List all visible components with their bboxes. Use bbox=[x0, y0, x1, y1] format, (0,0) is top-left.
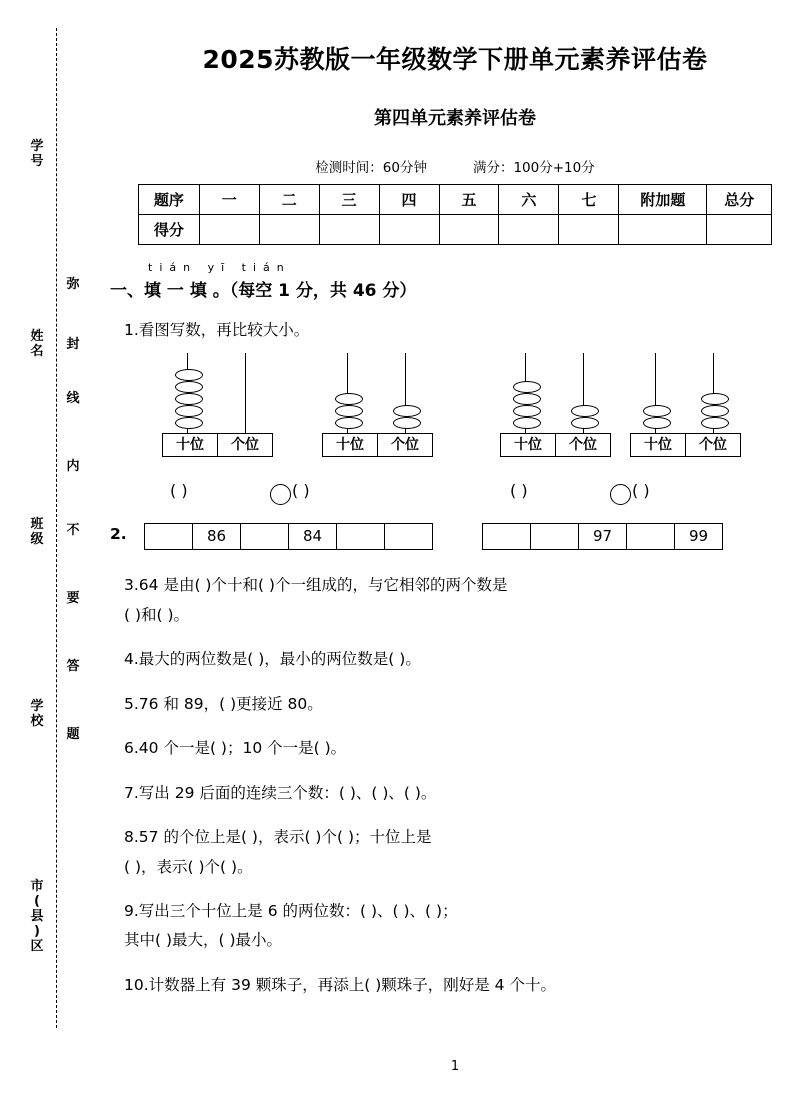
score-cell-total[interactable] bbox=[707, 215, 772, 245]
seal-text-xuehao: 学 号 bbox=[30, 139, 44, 169]
bead bbox=[175, 393, 203, 405]
question-3-line-1: 3.64 是由( )个十和( )个一组成的，与它相邻的两个数是 bbox=[124, 576, 508, 595]
seal-text-yao: 要 bbox=[66, 591, 80, 606]
abacus-2-rods bbox=[318, 351, 436, 433]
score-cell-6[interactable] bbox=[499, 215, 559, 245]
abacus-4-place-labels bbox=[630, 433, 741, 457]
bead bbox=[513, 405, 541, 417]
seal-text-da: 答 bbox=[66, 659, 80, 674]
ones-label: 个位 bbox=[685, 434, 740, 456]
bead bbox=[175, 381, 203, 393]
question-8-line-1: 8.57 的个位上是( )，表示( )个( )；十位上是 bbox=[124, 828, 432, 847]
score-cell-5[interactable] bbox=[439, 215, 499, 245]
score-table bbox=[138, 184, 772, 245]
ones-label: 个位 bbox=[377, 434, 432, 456]
seal-text-xingming: 姓 名 bbox=[30, 329, 44, 359]
exam-page bbox=[110, 0, 800, 1096]
bead bbox=[643, 405, 671, 417]
strip1-cell-5[interactable] bbox=[336, 524, 384, 549]
seal-text-mi: 弥 bbox=[66, 277, 80, 292]
abacus-2 bbox=[318, 351, 436, 481]
full-score: 满分：100分+10分 bbox=[472, 160, 595, 176]
score-col-extra: 附加题 bbox=[619, 185, 707, 215]
table-row-scores bbox=[139, 215, 772, 245]
question-3-line-2: ( )和( )。 bbox=[124, 605, 190, 624]
strip2-cell-2[interactable] bbox=[530, 524, 578, 549]
score-cell-7[interactable] bbox=[559, 215, 619, 245]
seal-margin bbox=[0, 0, 110, 1096]
strip1-cell-3[interactable] bbox=[240, 524, 288, 549]
section-pinyin: tián yī tián bbox=[148, 261, 291, 274]
ones-label: 个位 bbox=[555, 434, 610, 456]
bead bbox=[701, 405, 729, 417]
table-row-header bbox=[139, 185, 772, 215]
bead bbox=[393, 417, 421, 429]
ones-label: 个位 bbox=[217, 434, 272, 456]
score-cell-3[interactable] bbox=[319, 215, 379, 245]
strip1-cell-6[interactable] bbox=[384, 524, 432, 549]
question-8-line-2: ( )，表示( )个( )。 bbox=[124, 857, 253, 876]
question-5: 5.76 和 89，( )更接近 80。 bbox=[124, 694, 323, 713]
section-one-header bbox=[110, 261, 800, 301]
score-col-5: 五 bbox=[439, 185, 499, 215]
bead bbox=[175, 369, 203, 381]
seal-text-feng: 封 bbox=[66, 337, 80, 352]
score-cell-extra[interactable] bbox=[619, 215, 707, 245]
question-9-line-2: 其中( )最大，( )最小。 bbox=[124, 931, 283, 950]
tens-label: 十位 bbox=[644, 437, 672, 454]
q1-answer-4[interactable]: ( ) bbox=[632, 481, 650, 501]
bead bbox=[643, 417, 671, 429]
bead bbox=[571, 417, 599, 429]
bead bbox=[393, 405, 421, 417]
tens-label: 十位 bbox=[176, 437, 204, 454]
seal-text-bu: 不 bbox=[66, 523, 80, 538]
score-col-7: 七 bbox=[559, 185, 619, 215]
bead bbox=[513, 393, 541, 405]
abacus-4 bbox=[626, 351, 744, 481]
tens-label: 十位 bbox=[514, 437, 542, 454]
score-row-label-1: 题序 bbox=[139, 185, 200, 215]
score-cell-1[interactable] bbox=[199, 215, 259, 245]
bead bbox=[571, 405, 599, 417]
q1-answer-1[interactable]: ( ) bbox=[170, 481, 188, 501]
bead bbox=[175, 405, 203, 417]
bead bbox=[175, 417, 203, 429]
score-col-total: 总分 bbox=[707, 185, 772, 215]
section-number: 一、 bbox=[110, 281, 144, 301]
seal-text-xuexiao: 学 校 bbox=[30, 699, 44, 729]
question-1-answer-row bbox=[110, 481, 800, 511]
seal-text-banji: 班 级 bbox=[30, 517, 44, 547]
question-2-row bbox=[110, 523, 800, 557]
abacus-1 bbox=[158, 351, 276, 481]
q1-answer-2[interactable]: ( ) bbox=[292, 481, 310, 501]
bead bbox=[513, 417, 541, 429]
strip2-cell-4[interactable] bbox=[626, 524, 674, 549]
abacus-3-place-labels bbox=[500, 433, 611, 457]
strip1-cell-1[interactable] bbox=[145, 524, 192, 549]
exam-time: 检测时间：60分钟 bbox=[315, 160, 427, 176]
tens-label: 十位 bbox=[336, 437, 364, 454]
score-col-1: 一 bbox=[199, 185, 259, 215]
score-row-label-2: 得分 bbox=[139, 215, 200, 245]
question-1-abacus-row bbox=[110, 351, 800, 481]
page-number: 1 bbox=[450, 1059, 460, 1074]
bead bbox=[513, 381, 541, 393]
strip2-cell-5: 99 bbox=[674, 524, 722, 549]
question-10: 10.计数器上有 39 颗珠子，再添上( )颗珠子，刚好是 4 个十。 bbox=[124, 975, 556, 994]
strip1-cell-4: 84 bbox=[288, 524, 336, 549]
abacus-3-rods bbox=[496, 351, 614, 433]
strip2-cell-1[interactable] bbox=[483, 524, 530, 549]
section-points: （每空 1 分，共 46 分） bbox=[229, 281, 417, 301]
score-col-2: 二 bbox=[259, 185, 319, 215]
abacus-1-place-labels bbox=[162, 433, 273, 457]
bead bbox=[335, 393, 363, 405]
seal-text-xian: 线 bbox=[66, 391, 80, 406]
score-col-3: 三 bbox=[319, 185, 379, 215]
bead bbox=[335, 417, 363, 429]
section-title bbox=[110, 276, 416, 301]
question-4: 4.最大的两位数是( )，最小的两位数是( )。 bbox=[124, 650, 421, 669]
score-cell-4[interactable] bbox=[379, 215, 439, 245]
strip1-cell-2: 86 bbox=[192, 524, 240, 549]
question-7: 7.写出 29 后面的连续三个数：( )、( )、( )。 bbox=[124, 783, 437, 802]
score-cell-2[interactable] bbox=[259, 215, 319, 245]
page-subtitle: 第四单元素养评估卷 bbox=[374, 108, 536, 129]
q1-answer-3[interactable]: ( ) bbox=[510, 481, 528, 501]
abacus-2-place-labels bbox=[322, 433, 433, 457]
bead bbox=[701, 393, 729, 405]
question-2-strip-1 bbox=[144, 523, 433, 550]
abacus-4-rods bbox=[626, 351, 744, 433]
strip2-cell-3: 97 bbox=[578, 524, 626, 549]
exam-info bbox=[110, 156, 800, 176]
section-name: 填 一 填 。 bbox=[144, 281, 230, 301]
abacus-3 bbox=[496, 351, 614, 481]
seal-text-nei: 内 bbox=[66, 459, 80, 474]
seal-dashed-line bbox=[56, 28, 57, 1028]
bead bbox=[335, 405, 363, 417]
abacus-1-rods bbox=[158, 351, 276, 433]
question-6: 6.40 个一是( )；10 个一是( )。 bbox=[124, 739, 347, 758]
q1-compare-circle-1[interactable] bbox=[270, 484, 291, 505]
question-9-line-1: 9.写出三个十位上是 6 的两位数：( )、( )、( )； bbox=[124, 901, 458, 920]
rod-ones bbox=[245, 353, 246, 433]
bead bbox=[701, 417, 729, 429]
q1-compare-circle-2[interactable] bbox=[610, 484, 631, 505]
page-title: 2025苏教版一年级数学下册单元素养评估卷 bbox=[202, 45, 708, 74]
score-col-6: 六 bbox=[499, 185, 559, 215]
seal-text-shixianqu: 市 ( 县 ) 区 bbox=[30, 879, 44, 954]
question-1-text: 1.看图写数，再比较大小。 bbox=[124, 321, 310, 339]
score-col-4: 四 bbox=[379, 185, 439, 215]
seal-text-ti: 题 bbox=[66, 727, 80, 742]
question-2-index: 2. bbox=[110, 525, 127, 544]
question-2-strip-2 bbox=[482, 523, 723, 550]
